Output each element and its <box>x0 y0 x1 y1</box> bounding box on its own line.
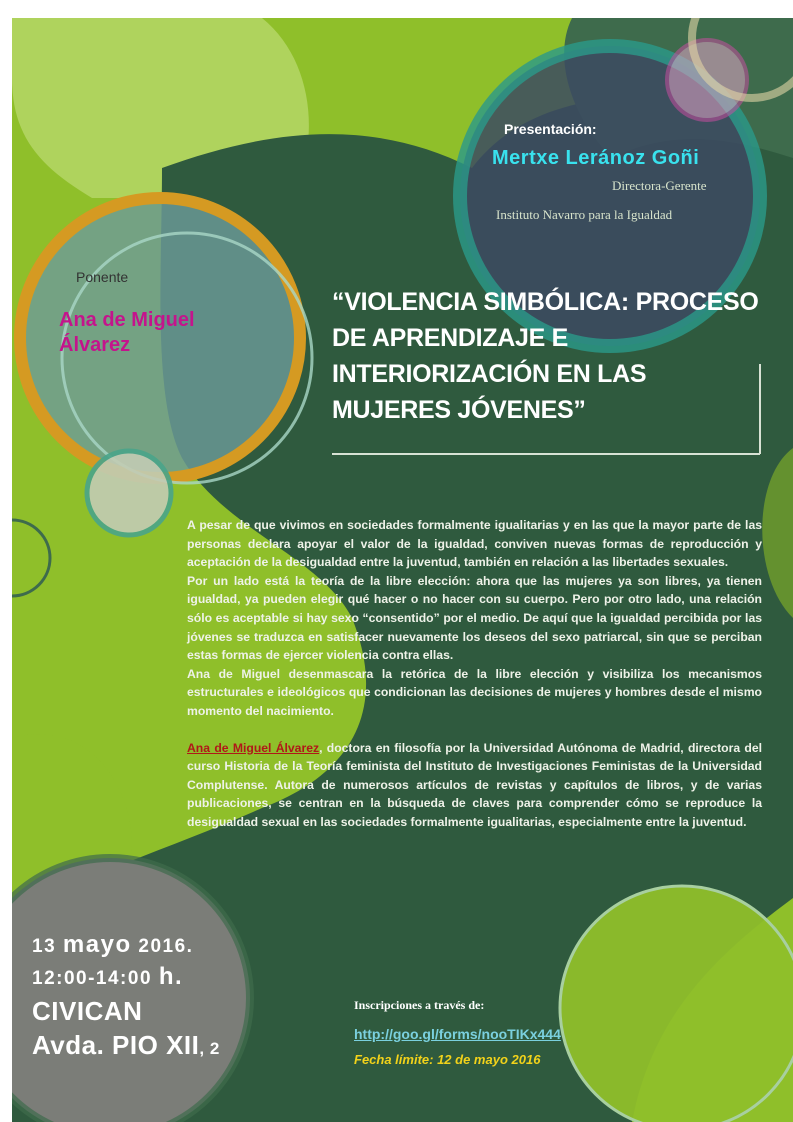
bio-text: , doctora en filosofía por la Universidad Autónoma de Madrid, directora del curso Historia de la Teoría feminista del Instituto de Investigaciones Feministas de la Universidad Complutense. Autora de numerosos artículos de revistas y capítulos de libros, y de varias publicaciones, se centran en la búsqueda de claves para comprender cómo se reproduce la desigualdad sexual en las sociedades formalmente igualitarias, especialmente entre la juventud. <box>187 740 762 829</box>
talk-title: “VIOLENCIA SIMBÓLICA: PROCESO DE APRENDIZAJE E INTERIORIZACIÓN EN LAS MUJERES JÓVENES” <box>332 288 759 424</box>
event-venue: CIVICAN <box>32 996 143 1026</box>
presenter-name: Mertxe Leránoz Goñi <box>492 147 700 169</box>
event-street: Avda. PIO XII <box>32 1030 200 1060</box>
registration-deadline: Fecha límite: 12 de mayo 2016 <box>354 1052 541 1067</box>
event-details <box>32 930 220 1066</box>
presenter-institution: Instituto Navarro para la Igualdad <box>496 207 673 222</box>
ponente-label: Ponente <box>76 269 129 285</box>
description-paragraph: Por un lado está la teoría de la libre elección: ahora que las mujeres ya son libres, ya tienen igualdad, ya pueden elegir qué hacer o no hacer con su cuerpo. Pero por otro lado, una relación sólo es aceptable si hay sexo “consentido” por el medio. De aquí que la igualdad percibida por las jóvenes se traduzca en satisfacer nuevamente los deseos del sexo patriarcal, sin que se perciban estas formas de ejercer violencia contra ellas. <box>187 573 762 663</box>
speaker-bio <box>187 739 762 832</box>
event-date <box>32 930 220 962</box>
event-time-unit: h. <box>158 963 184 990</box>
event-day: 13 <box>32 936 57 957</box>
presentacion-label: Presentación: <box>504 121 597 137</box>
presenter-role: Directora-Gerente <box>612 178 707 193</box>
registration-label: Inscripciones a través de: <box>354 998 485 1012</box>
speaker-name: Ana de Miguel Álvarez <box>59 309 195 356</box>
event-year: 2016. <box>138 936 194 957</box>
event-time-range: 12:00-14:00 <box>32 968 153 989</box>
registration-link[interactable]: http://goo.gl/forms/nooTIKx444 <box>354 1026 561 1042</box>
event-month: mayo <box>62 931 132 958</box>
poster <box>12 18 793 1122</box>
event-time <box>32 962 220 994</box>
description-paragraph: Ana de Miguel desenmascara la retórica de la libre elección y visibiliza los mecanismos estructurales e ideológicos que condicionan las decisiones de mujeres y hombres desde el mismo momento del nacimiento. <box>187 666 762 718</box>
event-street-number: , 2 <box>199 1039 220 1058</box>
event-address <box>32 1028 220 1066</box>
bio-speaker-name: Ana de Miguel Álvarez <box>187 740 320 755</box>
description <box>187 516 762 832</box>
description-paragraph: A pesar de que vivimos en sociedades formalmente igualitarias y en las que la mayor parte de las personas declara apoyar el valor de la igualdad, conviven nuevas formas de reproducción y aceptación de la desigualdad entre la juventud, también en relación a las libertades sexuales. <box>187 518 762 570</box>
